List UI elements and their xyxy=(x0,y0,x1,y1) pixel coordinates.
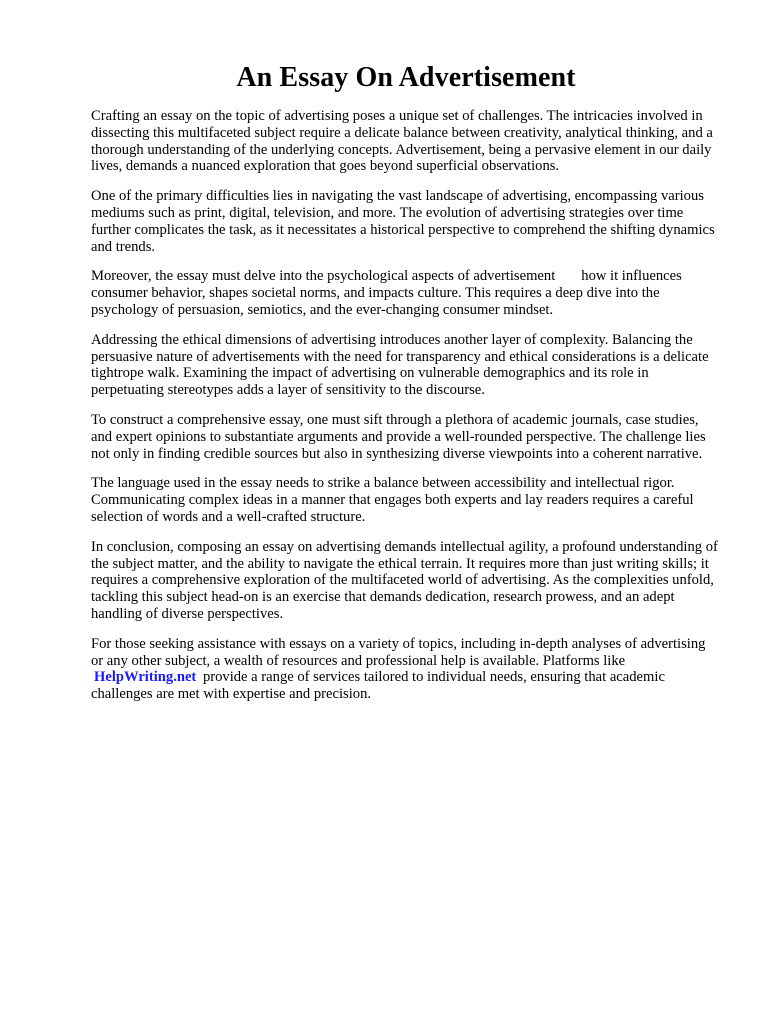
paragraph-intro: Crafting an essay on the topic of advertising poses a unique set of challenges. The intricacies involved in dissecting this multifaceted subject require a delicate balance between creativity, analytical thinking, and a thorough understanding of the underlying concepts. Advertisement, being a pervasive element in our daily lives, demands a nuanced exploration that goes beyond superficial observations. xyxy=(91,108,713,175)
page-title: An Essay On Advertisement xyxy=(236,62,576,93)
paragraph-closing-part1: For those seeking assistance with essays on a variety of topics, including in-depth analyses of advertising or any other subject, a wealth of resources and professional help is available. Platforms like xyxy=(91,635,706,669)
paragraph-psychology-part1: Moreover, the essay must delve into the psychological aspects of advertisement xyxy=(91,268,556,285)
document-page xyxy=(91,62,721,716)
paragraph-research: To construct a comprehensive essay, one must sift through a plethora of academic journals, case studies, and expert opinions to substantiate arguments and provide a well-rounded perspective. The challenge lies not only in finding credible sources but also in synthesizing diverse viewpoints into a coherent narrative. xyxy=(91,411,706,462)
helpwriting-link[interactable]: HelpWriting.net xyxy=(94,669,197,686)
paragraph-closing xyxy=(91,636,721,703)
paragraph-language: The language used in the essay needs to strike a balance between accessibility and intellectual rigor. Communicating complex ideas in a manner that engages both experts and lay readers requires a careful selection of words and a well-crafted structure. xyxy=(91,475,694,525)
paragraph-closing-part2: provide a range of services tailored to individual needs, ensuring that academic challenges are met with expertise and precision. xyxy=(91,669,665,703)
paragraph-conclusion: In conclusion, composing an essay on advertising demands intellectual agility, a profound understanding of the subject matter, and the ability to navigate the ethical terrain. It requires more than just writing skills; it requires a comprehensive exploration of the multifaceted world of advertising. As the complexities unfold, tackling this subject head-on is an exercise that demands dedication, research prowess, and an adept handling of diverse perspectives. xyxy=(91,538,718,622)
paragraph-ethics: Addressing the ethical dimensions of advertising introduces another layer of complexity. Balancing the persuasive nature of advertisements with the need for transparency and ethical considerations is a delicate tightrope walk. Examining the impact of advertising on vulnerable demographics and its role in perpetuating stereotypes adds a layer of sensitivity to the discourse. xyxy=(91,331,709,399)
paragraph-psychology xyxy=(91,268,721,318)
paragraph-psychology-part2: how it influences consumer behavior, shapes societal norms, and impacts culture. This requires a deep dive into the psychology of persuasion, semiotics, and the ever-changing consumer mindset. xyxy=(91,268,682,318)
paragraph-difficulties: One of the primary difficulties lies in navigating the vast landscape of advertising, encompassing various mediums such as print, digital, television, and more. The evolution of advertising strategies over time further complicates the task, as it necessitates a historical perspective to comprehend the shifting dynamics and trends. xyxy=(91,188,715,255)
